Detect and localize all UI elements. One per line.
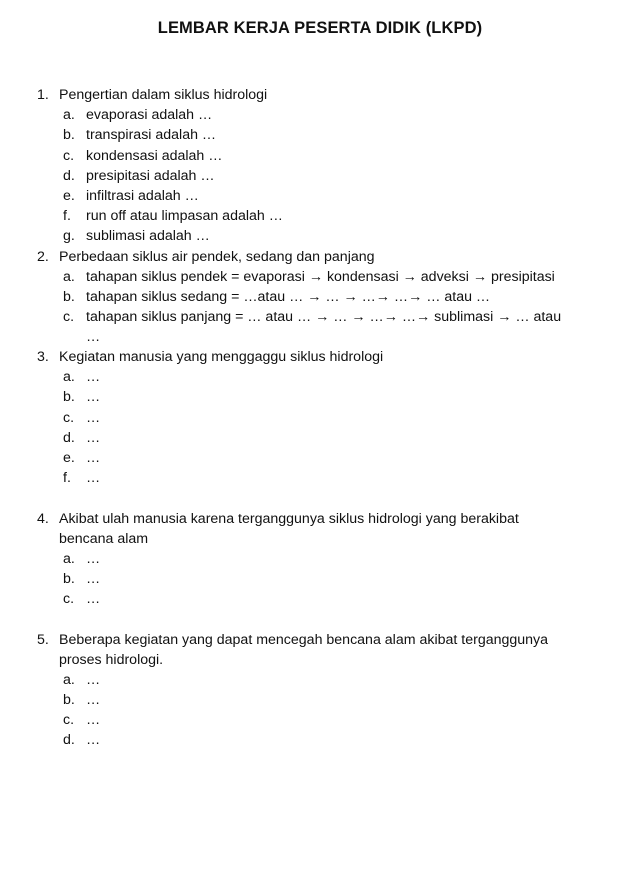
item-text: … — [86, 449, 101, 466]
item-text: … — [86, 389, 101, 406]
item-letter: b. — [63, 692, 75, 709]
item-letter: a. — [63, 369, 75, 386]
item-text: … — [86, 429, 101, 446]
item-text: evaporasi adalah … — [86, 107, 213, 124]
question-text-continuation: proses hidrologi. — [59, 651, 164, 668]
item-text: infiltrasi adalah … — [86, 187, 199, 204]
question-1 — [0, 85, 640, 247]
question-number: 2. — [37, 248, 49, 265]
item-text: … — [86, 732, 101, 749]
question-text: Perbedaan siklus air pendek, sedang dan panjang — [59, 248, 375, 265]
item-letter: e. — [63, 449, 75, 466]
item-letter: c. — [63, 409, 75, 426]
item-text: tahapan siklus sedang = …atau … → … → …→ …→ … atau … — [86, 288, 491, 305]
item-letter: e. — [63, 187, 75, 204]
item-text: presipitasi adalah … — [86, 167, 215, 184]
item-text: … — [86, 712, 101, 729]
question-number: 5. — [37, 631, 49, 648]
item-text-continuation: … — [86, 329, 101, 346]
item-letter: f. — [63, 470, 71, 487]
question-text-continuation: bencana alam — [59, 530, 149, 547]
item-text: … — [86, 692, 101, 709]
question-2 — [0, 247, 640, 348]
question-text: Pengertian dalam siklus hidrologi — [59, 87, 268, 103]
question-text: Beberapa kegiatan yang dapat mencegah bencana alam akibat terganggunya — [59, 631, 549, 648]
item-letter: a. — [63, 268, 75, 285]
item-letter: b. — [63, 127, 75, 144]
item-letter: b. — [63, 389, 75, 406]
item-letter: g. — [63, 228, 75, 245]
question-text: Akibat ulah manusia karena terganggunya siklus hidrologi yang berakibat — [59, 510, 519, 527]
item-text: transpirasi adalah … — [86, 127, 217, 144]
item-text: … — [86, 470, 101, 487]
question-text: Kegiatan manusia yang menggaggu siklus hidrologi — [59, 349, 384, 365]
item-letter: a. — [63, 107, 75, 124]
item-text: kondensasi adalah … — [86, 147, 223, 164]
item-letter: c. — [63, 712, 75, 729]
item-text: tahapan siklus pendek = evaporasi → kondensasi → adveksi → presipitasi — [86, 268, 555, 285]
item-text: sublimasi adalah … — [86, 228, 210, 245]
question-5 — [0, 630, 640, 751]
question-4 — [0, 509, 640, 610]
item-text: … — [86, 409, 101, 426]
item-letter: c. — [63, 309, 75, 326]
item-letter: b. — [63, 288, 75, 305]
item-text: … — [86, 550, 101, 567]
document-title: LEMBAR KERJA PESERTA DIDIK (LKPD) — [157, 19, 483, 37]
item-letter: d. — [63, 732, 75, 749]
item-letter: c. — [63, 591, 75, 608]
item-text: … — [86, 571, 101, 588]
item-text: run off atau limpasan adalah … — [86, 208, 283, 225]
item-letter: d. — [63, 167, 75, 184]
item-letter: d. — [63, 429, 75, 446]
item-text: … — [86, 369, 101, 386]
question-3 — [0, 347, 640, 488]
item-letter: b. — [63, 571, 75, 588]
item-letter: a. — [63, 550, 75, 567]
item-letter: f. — [63, 208, 71, 225]
item-text: tahapan siklus panjang = … atau … → … → …→ …→ sublimasi → … atau — [86, 309, 562, 326]
item-letter: a. — [63, 671, 75, 688]
item-letter: c. — [63, 147, 75, 164]
question-number: 1. — [37, 87, 49, 103]
item-text: … — [86, 671, 101, 688]
item-text: … — [86, 591, 101, 608]
question-number: 3. — [37, 349, 49, 365]
question-number: 4. — [37, 510, 49, 527]
